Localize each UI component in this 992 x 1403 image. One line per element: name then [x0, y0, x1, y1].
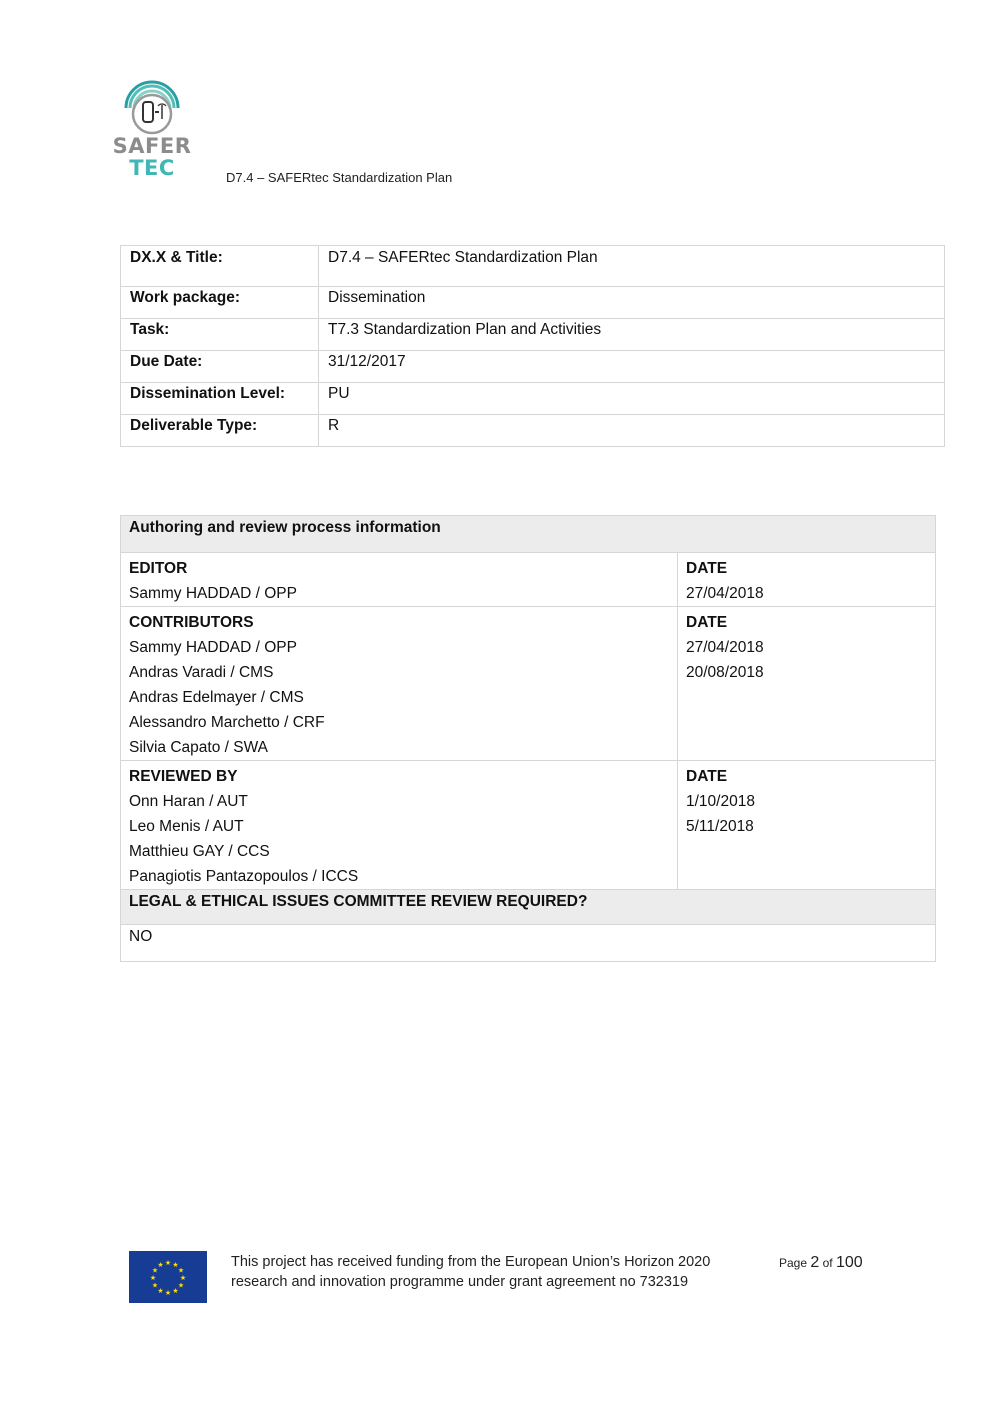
svg-text:★: ★: [172, 1287, 179, 1295]
info-label: Dissemination Level:: [121, 383, 319, 415]
page-word: Page: [779, 1256, 808, 1270]
reviewed-cell: [121, 761, 678, 890]
logo-emblem-icon: [112, 78, 192, 136]
info-value: T7.3 Standardization Plan and Activities: [319, 319, 945, 351]
svg-text:★: ★: [164, 1259, 172, 1267]
contributors-label: CONTRIBUTORS: [129, 614, 254, 631]
info-label: Work package:: [121, 287, 319, 319]
editor-cell: [121, 553, 678, 607]
date-label: DATE: [686, 560, 728, 577]
svg-text:★: ★: [177, 1281, 185, 1290]
date-label: DATE: [686, 614, 728, 631]
reviewer-name: Panagiotis Pantazopoulos / ICCS: [129, 868, 359, 885]
table-row: [121, 287, 945, 319]
info-value: R: [319, 415, 945, 447]
svg-text:★: ★: [151, 1266, 159, 1275]
table-row: [121, 319, 945, 351]
date-label: DATE: [686, 768, 728, 785]
contributor-name: Sammy HADDAD / OPP: [129, 639, 297, 656]
table-row: [121, 890, 936, 925]
table-row: [121, 383, 945, 415]
contributor-name: Andras Varadi / CMS: [129, 664, 274, 681]
contributor-name: Alessandro Marchetto / CRF: [129, 714, 325, 731]
legal-review-answer: NO: [121, 925, 936, 962]
funding-line: research and innovation programme under grant agreement no 732319: [231, 1274, 689, 1290]
info-label: DX.X & Title:: [121, 246, 319, 287]
review-process-table: [120, 515, 936, 962]
contributor-name: Silvia Capato / SWA: [129, 739, 268, 756]
reviewer-name: Matthieu GAY / CCS: [129, 843, 270, 860]
funding-line: This project has received funding from the European Union’s Horizon 2020: [231, 1254, 711, 1270]
page-of: of: [822, 1256, 833, 1270]
running-header-title: D7.4 – SAFERtec Standardization Plan: [226, 170, 453, 185]
info-label: Task:: [121, 319, 319, 351]
reviewer-name: Onn Haran / AUT: [129, 793, 248, 810]
editor-name: Sammy HADDAD / OPP: [129, 585, 297, 602]
deliverable-info-table: [120, 245, 945, 447]
contributors-date-cell: [678, 607, 936, 761]
table-row: [121, 246, 945, 287]
svg-text:★: ★: [172, 1261, 179, 1269]
contributor-date: 20/08/2018: [686, 664, 764, 681]
page-current: 2: [810, 1254, 820, 1271]
review-date: 1/10/2018: [686, 793, 755, 810]
table-row: [121, 516, 936, 553]
review-table-heading: Authoring and review process information: [121, 516, 936, 553]
svg-text:★: ★: [157, 1261, 164, 1269]
contributors-cell: [121, 607, 678, 761]
editor-date: 27/04/2018: [686, 585, 764, 602]
info-label: Due Date:: [121, 351, 319, 383]
info-value: 31/12/2017: [319, 351, 945, 383]
svg-text:★: ★: [164, 1289, 172, 1297]
legal-review-question: LEGAL & ETHICAL ISSUES COMMITTEE REVIEW REQUIRED?: [121, 890, 936, 925]
reviewer-name: Leo Menis / AUT: [129, 818, 244, 835]
info-label: Deliverable Type:: [121, 415, 319, 447]
page-number: [779, 1254, 863, 1272]
page-total: 100: [835, 1254, 863, 1271]
reviewed-row: [121, 761, 936, 890]
reviewed-date-cell: [678, 761, 936, 890]
safertec-logo: [112, 78, 192, 182]
svg-text:★: ★: [179, 1274, 187, 1282]
reviewed-label: REVIEWED BY: [129, 768, 238, 785]
contributor-date: 27/04/2018: [686, 639, 764, 656]
svg-text:★: ★: [157, 1287, 164, 1295]
eu-stars-icon: [129, 1251, 207, 1303]
table-row: [121, 415, 945, 447]
eu-flag-icon: [129, 1251, 207, 1303]
logo-wordmark-tec: TEC: [129, 156, 175, 180]
contributors-row: [121, 607, 936, 761]
svg-text:★: ★: [149, 1274, 157, 1282]
funding-statement: [231, 1252, 710, 1292]
editor-row: [121, 553, 936, 607]
svg-text:★: ★: [177, 1266, 185, 1275]
info-value: Dissemination: [319, 287, 945, 319]
table-row: [121, 925, 936, 962]
table-row: [121, 351, 945, 383]
editor-label: EDITOR: [129, 560, 188, 577]
info-value: PU: [319, 383, 945, 415]
editor-date-cell: [678, 553, 936, 607]
logo-wordmark-safer: SAFER: [112, 134, 192, 158]
review-date: 5/11/2018: [686, 818, 754, 835]
contributor-name: Andras Edelmayer / CMS: [129, 689, 304, 706]
svg-text:★: ★: [151, 1281, 159, 1290]
info-value: D7.4 – SAFERtec Standardization Plan: [319, 246, 945, 287]
